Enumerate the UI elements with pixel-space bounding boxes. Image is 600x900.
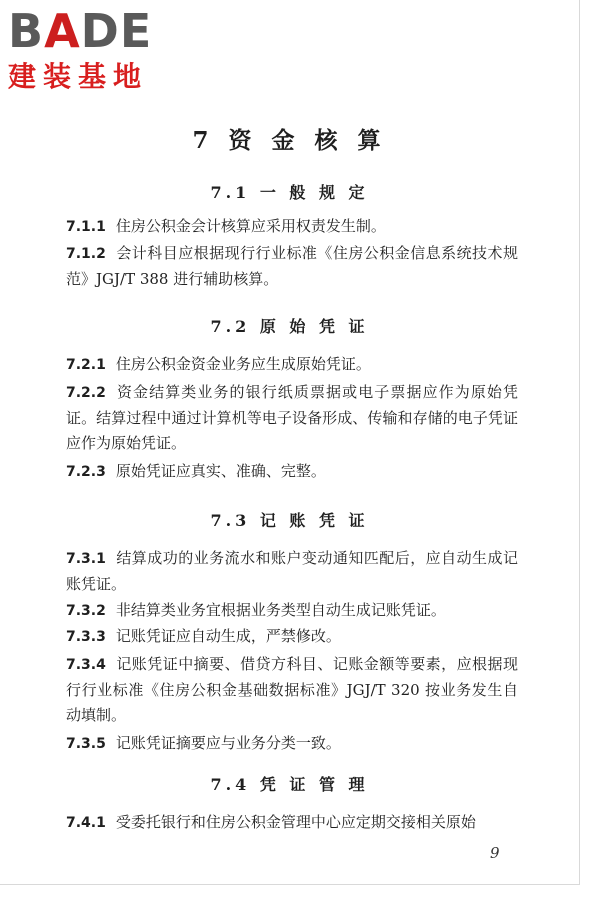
clause-7-1-2 <box>66 241 518 292</box>
clause-7-3-3 <box>66 624 518 650</box>
clause-number: 7.2.1 <box>66 357 106 373</box>
clause-7-3-2 <box>66 598 518 624</box>
clause-7-2-2 <box>66 380 518 456</box>
chapter-title: 7 资 金 核 算 <box>192 127 387 154</box>
logo-subtitle: 建装基地 <box>8 60 149 93</box>
section-title-7-1: 7.1 一 般 规 定 <box>210 183 369 202</box>
clause-text: 记账凭证中摘要、借贷方科目、记账金额等要素，应根据现行行业标准《住房公积金基础数据标准》JGJ/T 320 按业务发生自动填制。 <box>66 655 518 724</box>
clause-number: 7.4.1 <box>66 815 106 831</box>
section-title-7-3: 7.3 记 账 凭 证 <box>210 511 369 530</box>
logo-letter-a: A <box>44 4 81 58</box>
clause-7-4-1 <box>66 810 518 836</box>
clause-7-3-1 <box>66 546 518 597</box>
clause-7-2-1 <box>66 352 518 378</box>
clause-number: 7.3.1 <box>66 551 106 567</box>
page-number: 9 <box>490 844 500 862</box>
logo-letter-b: B <box>8 4 45 58</box>
clause-number: 7.3.5 <box>66 736 106 752</box>
clause-number: 7.3.2 <box>66 603 106 619</box>
clause-text: 记账凭证应自动生成，严禁修改。 <box>115 627 341 645</box>
clause-text: 受委托银行和住房公积金管理中心应定期交接相关原始 <box>115 813 476 831</box>
clause-7-2-3 <box>66 459 518 485</box>
clause-7-3-5 <box>66 731 518 757</box>
clause-number: 7.1.2 <box>66 246 106 262</box>
clause-7-3-4 <box>66 652 518 728</box>
logo-wordmark <box>8 6 178 56</box>
clause-number: 7.2.3 <box>66 464 106 480</box>
clause-number: 7.2.2 <box>66 385 106 401</box>
clause-text: 住房公积金会计核算应采用权责发生制。 <box>115 217 386 235</box>
clause-text: 资金结算类业务的银行纸质票据或电子票据应作为原始凭证。结算过程中通过计算机等电子设备形成、传输和存储的电子凭证应作为原始凭证。 <box>66 383 518 452</box>
clause-text: 记账凭证摘要应与业务分类一致。 <box>115 734 341 752</box>
clause-number: 7.1.1 <box>66 219 106 235</box>
clause-text: 结算成功的业务流水和账户变动通知匹配后，应自动生成记账凭证。 <box>66 549 518 593</box>
clause-text: 住房公积金资金业务应生成原始凭证。 <box>115 355 371 373</box>
clause-text: 原始凭证应真实、准确、完整。 <box>115 462 326 480</box>
bade-logo <box>8 6 178 94</box>
clause-7-1-1 <box>66 214 518 240</box>
clause-number: 7.3.4 <box>66 657 106 673</box>
clause-text: 非结算类业务宜根据业务类型自动生成记账凭证。 <box>115 601 446 619</box>
logo-letters-de: DE <box>80 4 153 58</box>
clause-text: 会计科目应根据现行行业标准《住房公积金信息系统技术规范》JGJ/T 388 进行辅助核算。 <box>66 244 518 288</box>
section-title-7-4: 7.4 凭 证 管 理 <box>210 775 369 794</box>
clause-number: 7.3.3 <box>66 629 106 645</box>
section-title-7-2: 7.2 原 始 凭 证 <box>210 317 369 336</box>
